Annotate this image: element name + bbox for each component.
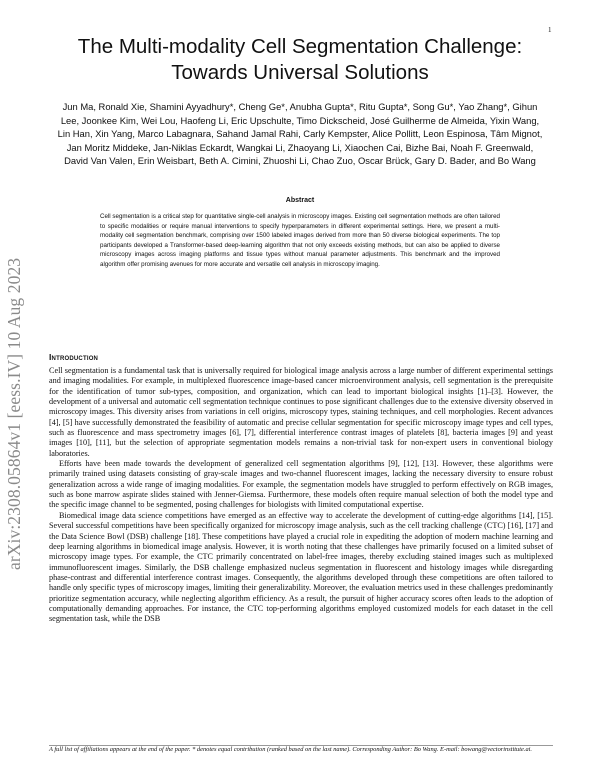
introduction-paragraph-2: Efforts have been made towards the development of generalized cell segmentation algorithms [9], [12], [13]. However, these algorithms were primarily trained using datasets consisting of gray-scale images and two-channel fluorescent images, lacking the necessary diversity to ensure robust generalization across a wide range of imaging modalities. For example, the segmentation models have struggled to perform effectively on RGB images, such as bone marrow aspirate slides stained with Jenner-Giemsa. Furthermore, these models often require manual selection of both the model type and the specific image channel to be segmented, posing challenges for biologists with limited computational expertise.: [49, 459, 553, 510]
abstract-text: Cell segmentation is a critical step for quantitative single-cell analysis in microscopy images. Existing cell segmentation methods are often tailored to specific modalities or require manual interventions to specify hyperparameters in different experimental settings. Here, we present a multi-modality cell segmentation benchmark, comprising over 1500 labeled images derived from more than 50 diverse biological experiments. The top participants developed a Transformer-based deep-learning algorithm that not only exceeds existing methods, but can also be applied to diverse microscopy images across imaging platforms and tissue types without manual parameter adjustments. This benchmark and the improved algorithm offer promising avenues for more accurate and versatile cell analysis in microscopy imaging.: [100, 213, 500, 268]
abstract-heading: Abstract: [285, 197, 315, 204]
footnote: A full list of affiliations appears at the end of the paper. * denotes equal contribution (ranked based on the last name). Corresponding Author: Bo Wang. E-mail: bowang@vectorinstitute.ai.: [49, 746, 533, 753]
page-number: 1: [548, 26, 552, 34]
arxiv-identifier-stamp[interactable]: arXiv:2308.05864v1 [eess.IV] 10 Aug 2023: [4, 257, 24, 570]
introduction-paragraph-1: Cell segmentation is a fundamental task that is universally required for biological image analysis across a large number of different experimental settings and imaging modalities. For example, in multiplexed fluorescence image-based cancer microenvironment analysis, cell segmentation is the prerequisite for the identification of tumor sub-types, composition, and organization, which can lead to important biological insights [1]–[3]. However, the development of a universal and automatic cell segmentation technique continues to pose significant challenges due to the extensive diversity observed in microscopy images. This diversity arises from variations in cell origins, microscopy types, staining techniques, and cell morphologies. Recent advances [4], [5] have successfully demonstrated the feasibility of automatic and precise cellular segmentation for specific microscopy image types and cell types, such as fluorescence and mass spectrometry images [6], [7], differential interference contrast images of platelets [8], bacteria images [9] and yeast images [10], [11], but the selection of appropriate segmentation models remains a non-trivial task for non-expert users in conventional biology laboratories.: [49, 366, 553, 458]
author-list: Jun Ma, Ronald Xie, Shamini Ayyadhury*, Cheng Ge*, Anubha Gupta*, Ritu Gupta*, Song Gu*, Yao Zhang*, Gihun Lee, Joonkee Kim, Wei Lou, Haofeng Li, Eric Upschulte, Timo Dickscheid, José Guilherme de Almeida, Yixin Wang, Lin Han, Xin Yang, Marco Labagnara, Sahand Jamal Rahi, Carly Kempster, Alice Pollitt, Leon Espinosa, Tâm Mignot, Jan Moritz Middeke, Jan-Niklas Eckardt, Wangkai Li, Zhaoyang Li, Xiaochen Cai, Bizhe Bai, Noah F. Greenwald, David Van Valen, Erin Weisbart, Beth A. Cimini, Zhuoshi Li, Chao Zuo, Oscar Brück, Gary D. Bader, and Bo Wang: [57, 101, 543, 166]
paper-title: The Multi-modality Cell Segmentation Challenge: Towards Universal Solutions: [77, 35, 523, 84]
introduction-heading: Introduction: [49, 352, 99, 362]
introduction-body: [49, 366, 553, 625]
introduction-paragraph-3: Biomedical image data science competitions have emerged as an effective way to accelerate the development of cutting-edge algorithms [14], [15]. Several successful competitions have been specifically organized for microscopy image analysis, such as the cell tracking challenge (CTC) [16], [17] and the Data Science Bowl (DSB) challenge [18]. These competitions have played a crucial role in expediting the adoption of modern machine learning and deep learning algorithms in biomedical image analysis. However, it is worth noting that these challenges have primarily focused on a limited subset of microscopy image types. For example, the CTC primarily concentrated on label-free images, thereby excluding stained images such as multiplexed immunofluorescent images. Similarly, the DSB challenge emphasized nucleus segmentation in fluorescent and histology images while disregarding phase-contrast and differential interference contrast images. Consequently, the algorithms developed through these competitions are often tailored to handle only specific types of microscopy images, limiting their generalizability. Moreover, the evaluation metrics used in these challenges predominantly prioritize segmentation accuracy, while neglecting algorithm efficiency. As a result, the pursuit of higher accuracy scores often leads to the adoption of computationally demanding approaches. For instance, the CTC top-performing algorithms employed customized models for each dataset in the cell segmentation task, while the DSB: [49, 510, 553, 624]
